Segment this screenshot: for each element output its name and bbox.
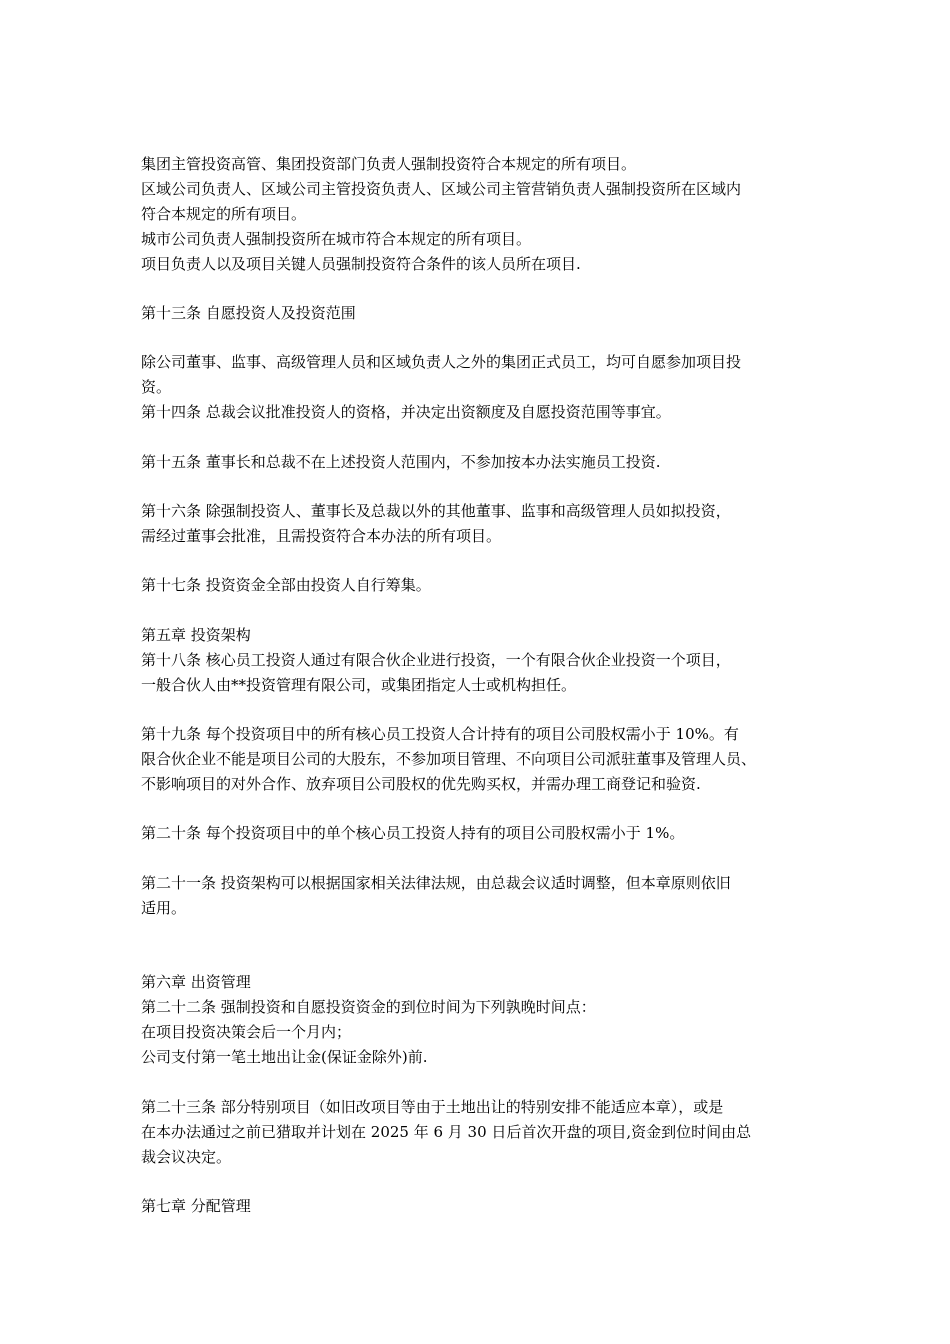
- article-14: 第十四条 总裁会议批准投资人的资格，并决定出资额度及自愿投资范围等事宜。: [141, 403, 671, 421]
- text-line-7: 除公司董事、监事、高级管理人员和区域负责人之外的集团正式员工，均可自愿参加项目投: [141, 353, 742, 371]
- text-line-12: 需经过董事会批准，且需投资符合本办法的所有项目。: [141, 527, 502, 545]
- text-line-19: 不影响项目的对外合作、放弃项目公司股权的优先购买权，并需办理工商登记和验资.: [141, 775, 701, 793]
- text-line-16: 一般合伙人由**投资管理有限公司，或集团指定人士或机构担任。: [141, 676, 577, 694]
- text-line-29: 裁会议决定。: [141, 1148, 232, 1166]
- text-line-1: 集团主管投资高管、集团投资部门负责人强制投资符合本规定的所有项目。: [141, 155, 637, 173]
- text-line-26: 公司支付第一笔土地出让金(保证金除外)前.: [141, 1048, 428, 1066]
- article-16: 第十六条 除强制投资人、董事长及总裁以外的其他董事、监事和高级管理人员如拟投资，: [141, 502, 731, 520]
- article-19: 第十九条 每个投资项目中的所有核心员工投资人合计持有的项目公司股权需小于 10%。有: [141, 725, 739, 743]
- text-line-4: 城市公司负责人强制投资所在城市符合本规定的所有项目。: [141, 230, 532, 248]
- article-18: 第十八条 核心员工投资人通过有限合伙企业进行投资，一个有限合伙企业投资一个项目，: [141, 651, 731, 669]
- chapter-7-heading: 第七章 分配管理: [141, 1197, 251, 1215]
- text-line-28: 在本办法通过之前已猎取并计划在 2025 年 6 月 30 日后首次开盘的项目,资金到位时间由总: [141, 1123, 752, 1141]
- text-line-22: 适用。: [141, 899, 187, 917]
- chapter-6-heading: 第六章 出资管理: [141, 973, 251, 991]
- text-line-2: 区域公司负责人、区域公司主管投资负责人、区域公司主管营销负责人强制投资所在区域内: [141, 180, 742, 198]
- article-23: 第二十三条 部分特别项目（如旧改项目等由于土地出让的特别安排不能适应本章），或是: [141, 1098, 724, 1116]
- article-20: 第二十条 每个投资项目中的单个核心员工投资人持有的项目公司股权需小于 1%。: [141, 824, 685, 842]
- text-line-3: 符合本规定的所有项目。: [141, 205, 307, 223]
- text-line-18: 限合伙企业不能是项目公司的大股东，不参加项目管理、不向项目公司派驻董事及管理人员、: [141, 750, 757, 768]
- text-line-8: 资。: [141, 378, 172, 396]
- article-22: 第二十二条 强制投资和自愿投资资金的到位时间为下列孰晚时间点：: [141, 998, 596, 1016]
- article-17: 第十七条 投资资金全部由投资人自行筹集。: [141, 576, 431, 594]
- article-13-heading: 第十三条 自愿投资人及投资范围: [141, 304, 356, 322]
- text-line-5: 项目负责人以及项目关键人员强制投资符合条件的该人员所在项目.: [141, 255, 581, 273]
- article-21: 第二十一条 投资架构可以根据国家相关法律法规，由总裁会议适时调整，但本章原则依旧: [141, 874, 731, 892]
- chapter-5-heading: 第五章 投资架构: [141, 626, 251, 644]
- article-15: 第十五条 董事长和总裁不在上述投资人范围内，不参加按本办法实施员工投资.: [141, 453, 661, 471]
- text-line-25: 在项目投资决策会后一个月内；: [141, 1023, 352, 1041]
